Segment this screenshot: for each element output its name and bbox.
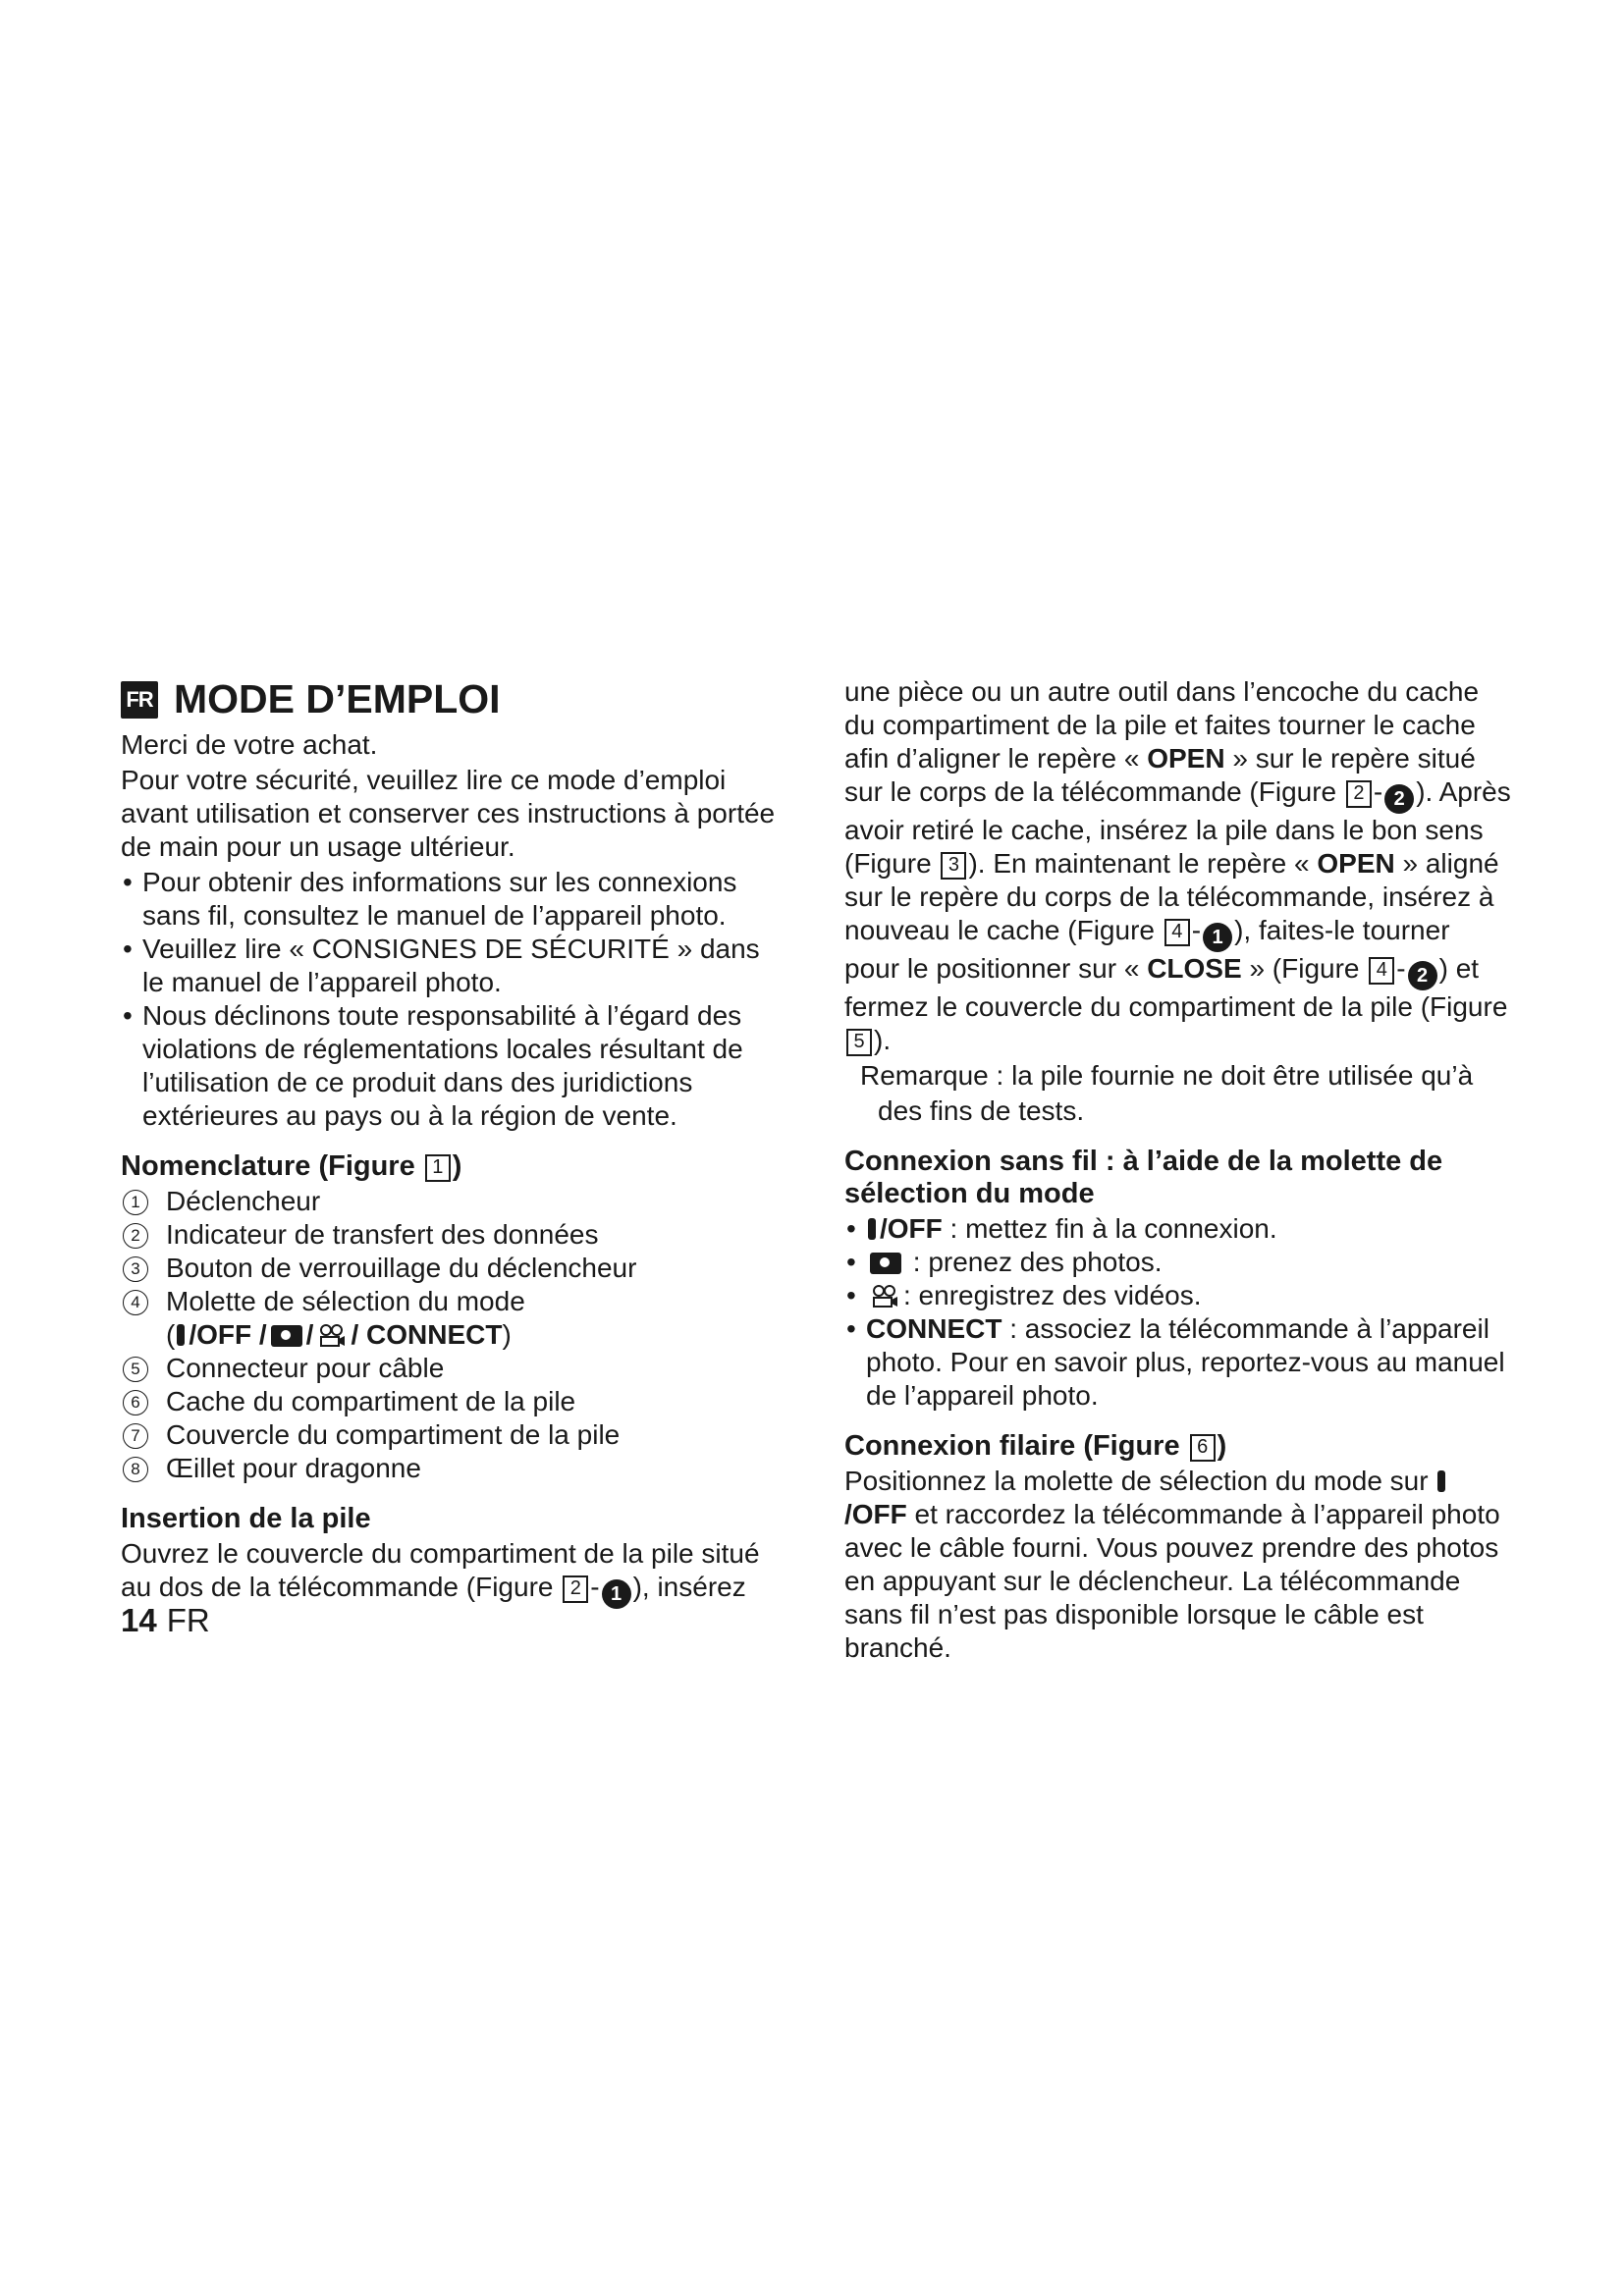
list-item: 7 Couvercle du compartiment de la pile xyxy=(121,1418,788,1452)
wireless-list xyxy=(844,1212,1512,1413)
insertion-heading: Insertion de la pile xyxy=(121,1503,371,1534)
list-item: 4 Molette de sélection du mode xyxy=(121,1285,788,1318)
note-cont: des fins de tests. xyxy=(878,1095,1085,1126)
figure-ref: 4 xyxy=(1164,919,1190,946)
mode-dial-positions: ( /OFF / / / CONNECT) xyxy=(166,1319,512,1350)
list-item: 3 Bouton de verrouillage du déclencheur xyxy=(121,1252,788,1285)
insertion-text-cont: une pièce ou un autre outil dans l’encoche du cache du compartiment de la pile et faites tourner le cache afin d’aligner le repère « OPEN » sur le repère situé sur le corps de la télécommande (Figure 2 - 2 ). Après avoir retiré le cache, insérez la pile dans le bon sens (Figure 3 ). En maintenant le repère « OPEN » aligné sur le repère du corps de la télécommande, insérez à nouveau le cache (Figure 4 - 1 ), faites-le tourner pour le positionner sur « CLOSE » (Figure 4 - 2 ) et fermez le couvercle du compartiment de la pile (Figure 5 ). xyxy=(844,676,1511,1055)
figure-ref: 3 xyxy=(941,852,966,880)
figure-ref: 2 xyxy=(563,1575,588,1603)
figure-ref: 5 xyxy=(846,1029,872,1056)
step-marker: 1 xyxy=(1203,923,1232,952)
movie-icon xyxy=(317,1324,347,1348)
movie-icon xyxy=(870,1285,899,1308)
list-item: • : enregistrez des vidéos. xyxy=(846,1280,1202,1310)
nomenclature-list xyxy=(121,1185,788,1318)
camera-icon xyxy=(271,1325,302,1347)
intro-bullets xyxy=(121,866,788,1133)
step-marker: 2 xyxy=(1384,784,1414,814)
step-marker: 1 xyxy=(602,1579,631,1609)
list-item: 1 Déclencheur xyxy=(121,1185,788,1218)
list-item: 6 Cache du compartiment de la pile xyxy=(121,1385,788,1418)
wired-heading: Connexion filaire (Figure 6 ) xyxy=(844,1430,1227,1462)
nomenclature-heading: Nomenclature (Figure 1 ) xyxy=(121,1150,462,1182)
language-badge: FR xyxy=(121,681,158,719)
list-item: • : prenez des photos. xyxy=(846,1247,1163,1277)
figure-ref: 1 xyxy=(425,1154,451,1182)
bullet-item: • Veuillez lire « CONSIGNES DE SÉCURITÉ » dans le manuel de l’appareil photo. xyxy=(123,934,760,997)
bullet-item: • Pour obtenir des informations sur les connexions sans fil, consultez le manuel de l’appareil photo. xyxy=(123,867,737,931)
list-item: • CONNECT : associez la télécommande à l’appareil photo. Pour en savoir plus, reportez-vous au manuel de l’appareil photo. xyxy=(846,1313,1505,1411)
remote-icon xyxy=(868,1218,876,1240)
camera-icon xyxy=(870,1253,901,1274)
list-item: 5 Connecteur pour câble xyxy=(121,1352,788,1385)
note: Remarque : la pile fournie ne doit être utilisée qu’à xyxy=(860,1060,1474,1091)
bullet-item: • Nous déclinons toute responsabilité à l’égard des violations de réglementations locales résultant de l’utilisation de ce produit dans des juridictions extérieures au pays ou à la région de vente. xyxy=(123,1000,743,1131)
intro-thanks: Merci de votre achat. xyxy=(121,729,378,760)
step-marker: 2 xyxy=(1408,961,1437,990)
figure-ref: 4 xyxy=(1369,957,1394,985)
left-column xyxy=(121,675,788,1611)
figure-ref: 6 xyxy=(1190,1434,1216,1462)
title-text: MODE D’EMPLOI xyxy=(174,676,501,721)
insertion-text: Ouvrez le couvercle du compartiment de la pile situé au dos de la télécommande (Figure 2 - 1 ), insérez xyxy=(121,1537,788,1609)
intro-safety: Pour votre sécurité, veuillez lire ce mode d’emploi avant utilisation et conserver ces instructions à portée de main pour un usage ultérieur. xyxy=(121,765,776,862)
page-title xyxy=(121,675,788,722)
wired-text: Positionnez la molette de sélection du mode sur /OFF et raccordez la télécommande à l’appareil photo avec le câble fourni. Vous pouvez prendre des photos en appuyant sur le déclencheur. La télécommande sans fil n’est pas disponible lorsque le câble est branché. xyxy=(844,1466,1500,1663)
nomenclature-list-cont xyxy=(121,1352,788,1485)
page-number: 14 FR xyxy=(121,1602,210,1638)
list-item: 8 Œillet pour dragonne xyxy=(121,1452,788,1485)
remote-icon xyxy=(1437,1470,1445,1492)
list-item: 2 Indicateur de transfert des données xyxy=(121,1218,788,1252)
right-column xyxy=(844,675,1512,1667)
list-item: • /OFF : mettez fin à la connexion. xyxy=(846,1213,1277,1244)
remote-icon xyxy=(177,1324,185,1346)
figure-ref: 2 xyxy=(1346,780,1372,808)
wireless-heading: Connexion sans fil : à l’aide de la molette de sélection du mode xyxy=(844,1146,1443,1209)
